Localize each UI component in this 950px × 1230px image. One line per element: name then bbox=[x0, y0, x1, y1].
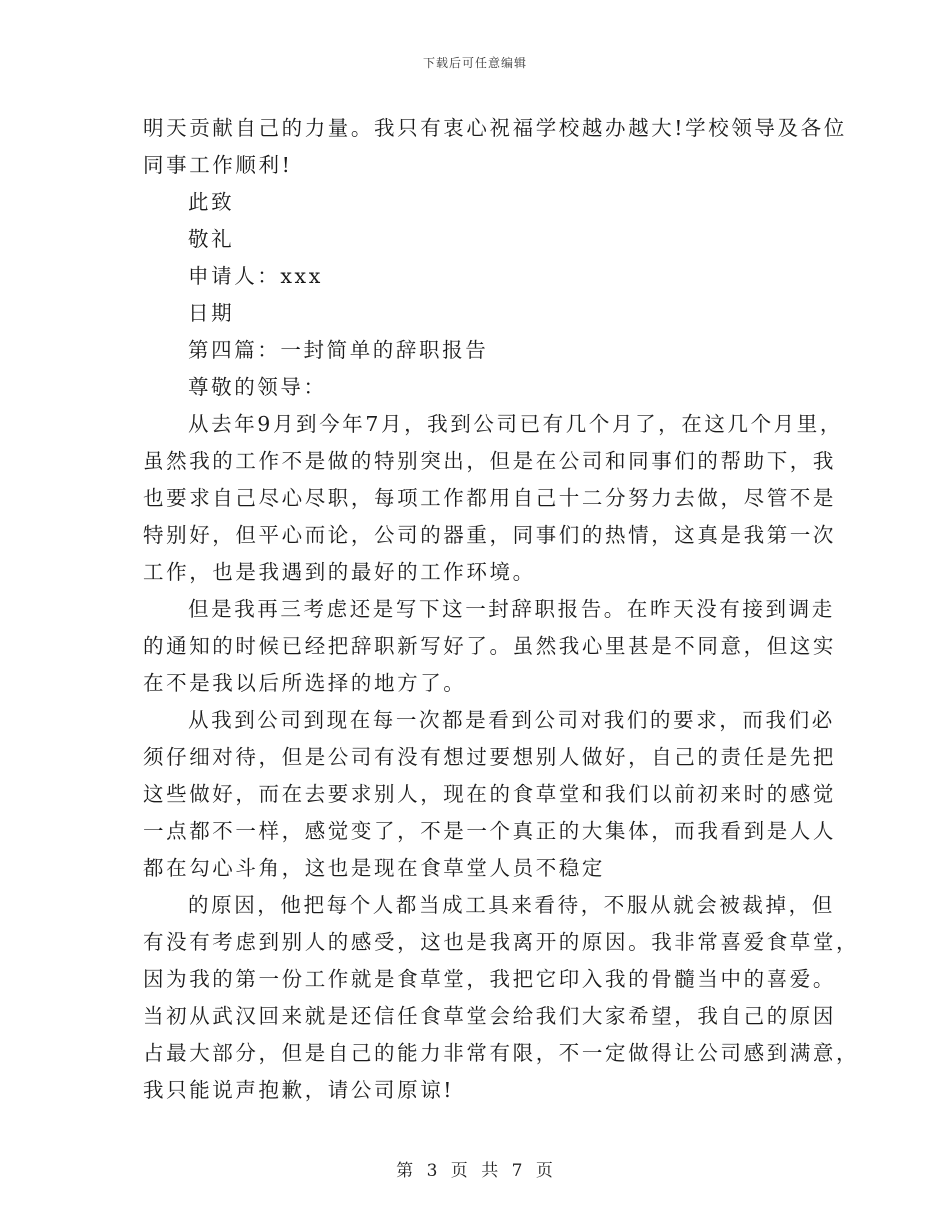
body-line: 因为我的第一份工作就是食草堂，我把它印入我的骨髓当中的喜爱。 bbox=[143, 967, 836, 991]
body-line: 有没有考虑到别人的感受，这也是我离开的原因。我非常喜爱食草堂， bbox=[143, 930, 860, 954]
body-line: 一点都不一样，感觉变了，不是一个真正的大集体，而我看到是人人 bbox=[143, 819, 836, 843]
page-header-note: 下载后可任意编辑 bbox=[422, 56, 527, 70]
body-line: 特别好，但平心而论，公司的器重，同事们的热情，这真是我第一次 bbox=[143, 523, 836, 547]
greeting-line: 尊敬的领导： bbox=[188, 375, 327, 399]
body-line: 占最大部分，但是自己的能力非常有限，不一定做得让公司感到满意， bbox=[143, 1041, 860, 1065]
body-line: 从去年9月到今年7月，我到公司已有几个月了，在这几个月里， bbox=[188, 412, 843, 436]
applicant-line: 申请人：xxx bbox=[188, 264, 323, 288]
body-line: 工作，也是我遇到的最好的工作环境。 bbox=[143, 560, 536, 584]
body-line: 我只能说声抱歉，请公司原谅! bbox=[143, 1078, 455, 1102]
body-line: 在不是我以后所选择的地方了。 bbox=[143, 671, 467, 695]
body-line: 但是我再三考虑还是写下这一封辞职报告。在昨天没有接到调走 bbox=[188, 597, 835, 621]
body-line: 须仔细对待，但是公司有没有想过要想别人做好，自己的责任是先把 bbox=[143, 745, 836, 769]
body-line: 当初从武汉回来就是还信任食草堂会给我们大家希望，我自己的原因 bbox=[143, 1004, 836, 1028]
body-line: 这些做好，而在去要求别人，现在的食草堂和我们以前初来时的感觉 bbox=[143, 782, 836, 806]
date-line: 日期 bbox=[188, 301, 235, 325]
body-line: 的原因，他把每个人都当成工具来看待，不服从就会被裁掉，但 bbox=[188, 893, 835, 917]
body-line: 同事工作顺利! bbox=[143, 153, 293, 177]
body-line: 明天贡献自己的力量。我只有衷心祝福学校越办越大!学校领导及各位 bbox=[143, 116, 847, 140]
body-line: 都在勾心斗角，这也是现在食草堂人员不稳定 bbox=[143, 856, 605, 880]
body-line: 的通知的时候已经把辞职新写好了。虽然我心里甚是不同意，但这实 bbox=[143, 634, 836, 658]
body-line: 也要求自己尽心尽职，每项工作都用自己十二分努力去做，尽管不是 bbox=[143, 486, 836, 510]
body-line: 虽然我的工作不是做的特别突出，但是在公司和同事们的帮助下，我 bbox=[143, 449, 836, 473]
closing-salutation: 此致 bbox=[188, 190, 235, 214]
body-line: 从我到公司到现在每一次都是看到公司对我们的要求，而我们必 bbox=[188, 708, 835, 732]
closing-regards: 敬礼 bbox=[188, 227, 235, 251]
section-title: 第四篇：一封简单的辞职报告 bbox=[188, 338, 489, 362]
page-number: 第 3 页 共 7 页 bbox=[396, 1161, 554, 1181]
document-body bbox=[143, 110, 860, 1109]
